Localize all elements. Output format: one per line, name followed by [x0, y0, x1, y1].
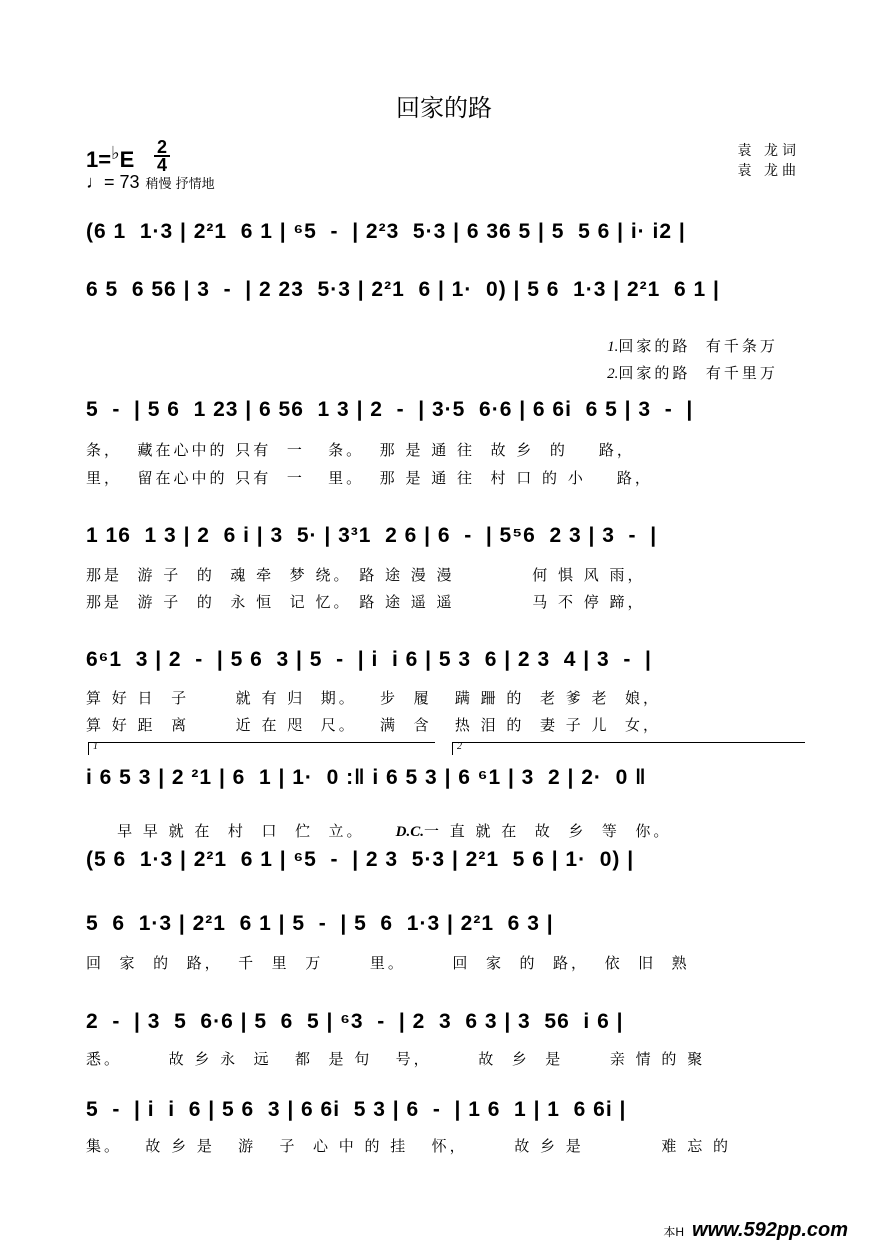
time-bottom: 4 — [156, 155, 167, 175]
notation: 1 16 1 3 | 2 6 i | 3 5· | 3³1 2 6 | 6 - | 5⁵6 2 3 | 3 - | — [86, 524, 658, 547]
notation: (5 6 1·3 | 2²1 6 1 | ⁶5 - | 2 3 5·3 | 2²1 5 6 | 1· 0) | — [86, 848, 635, 871]
lyricist-credit: 袁 龙词 — [737, 143, 800, 159]
key-letter: E — [119, 147, 135, 172]
site-watermark — [663, 1219, 848, 1242]
da-capo-marking: D.C. — [395, 824, 424, 840]
lyric-line-10: 集。 故 乡 是 游 子 心 中 的 挂 怀， 故 乡 是 难 忘 的 — [86, 1137, 731, 1155]
notation: i 6 5 3 | 2 ²1 | 6 1 | 1· 0 :‖ i 6 5 3 | 6 ⁶1 | 3 2 | 2· 0 ‖ — [86, 766, 647, 789]
time-top: 2 — [156, 137, 167, 157]
flat-sign: ♭ — [111, 143, 120, 163]
staff-line-5 — [86, 642, 808, 678]
staff-line-8 — [86, 906, 808, 942]
lyric-verse-2: 算 好 距 离 近 在 咫 尺。 满 含 热 泪 的 妻 子 儿 女， — [86, 716, 662, 734]
lyric-text: 早 早 就 在 村 口 伫 立。 — [117, 822, 365, 840]
watermark-site: www.592pp.com — [692, 1219, 848, 1241]
lyric-verse-1: 算 好 日 子 就 有 归 期。 步 履 蹒 跚 的 老 爹 老 娘， — [86, 689, 662, 707]
mood-marking: 稍慢 抒情地 — [145, 177, 215, 192]
watermark-prefix: 本H — [663, 1225, 685, 1239]
notation: 5 6 1·3 | 2²1 6 1 | 5 - | 5 6 1·3 | 2²1 6 3 | — [86, 912, 554, 935]
tempo-marking — [86, 172, 215, 193]
notation: 5 - | i i 6 | 5 6 3 | 6 6i 5 3 | 6 - | 1 6 1 | 1 6 6i | — [86, 1098, 627, 1121]
lyric-line-8: 回 家 的 路， 千 里 万 里。 回 家 的 路， 依 旧 熟 — [86, 954, 690, 972]
lyric-line-9: 悉。 故 乡 永 远 都 是 句 号， 故 乡 是 亲 情 的 聚 — [86, 1050, 706, 1068]
notation: 6 5 6 56 | 3 - | 2 23 5·3 | 2²1 6 | 1· 0) | 5 6 1·3 | 2²1 6 1 | — [86, 278, 720, 301]
second-ending-bracket — [452, 742, 805, 755]
key-signature — [86, 143, 134, 173]
lyric-verse-2: 里， 留在心中的 只有 一 里。 那 是 通 往 村 口 的 小 路， — [86, 469, 653, 487]
lyric-text: 回家的路 有千里万 — [618, 364, 778, 382]
song-title: 回家的路 — [396, 94, 492, 122]
key-prefix: 1= — [86, 147, 112, 172]
staff-line-9 — [86, 1004, 808, 1040]
lyric-verse-1: 条， 藏在心中的 只有 一 条。 那 是 通 往 故 乡 的 路， — [86, 441, 635, 459]
notation: 2 - | 3 5 6·6 | 5 6 5 | ⁶3 - | 2 3 6 3 | 3 56 i 6 | — [86, 1010, 624, 1033]
volta-number: 2 — [457, 741, 462, 752]
staff-line-4 — [86, 518, 808, 554]
tempo-value: ♩= 73 — [86, 172, 140, 192]
lyric-verse-2: 那是 游 子 的 永 恒 记 忆。 路 途 遥 遥 马 不 停 蹄， — [86, 593, 646, 611]
staff-line-2 — [86, 272, 808, 308]
staff-line-1 — [86, 214, 808, 250]
verse-number: 1. — [607, 339, 619, 355]
notation: 5 - | 5 6 1 23 | 6 56 1 3 | 2 - | 3·5 6·6 | 6 6i 6 5 | 3 - | — [86, 398, 694, 421]
notation: (6 1 1·3 | 2²1 6 1 | ⁶5 - | 2²3 5·3 | 6 36 5 | 5 5 6 | i· i2 | — [86, 220, 686, 243]
staff-line-6 — [86, 760, 808, 796]
time-signature — [154, 137, 170, 175]
staff-line-7 — [86, 842, 808, 878]
lyric-text: 一 直 就 在 故 乡 等 你。 — [423, 822, 672, 840]
volta-number: 1 — [93, 741, 98, 752]
notation: 6⁶1 3 | 2 - | 5 6 3 | 5 - | i i 6 | 5 3 6 | 2 3 4 | 3 - | — [86, 648, 652, 671]
composer-credit: 袁 龙曲 — [737, 163, 800, 179]
staff-line-10 — [86, 1092, 808, 1128]
lyric-text: 回家的路 有千条万 — [618, 337, 778, 355]
staff-line-3 — [86, 392, 808, 428]
first-ending-bracket — [88, 742, 435, 755]
verse-number: 2. — [607, 366, 619, 382]
lyric-verse-1: 那是 游 子 的 魂 牵 梦 绕。 路 途 漫 漫 何 惧 风 雨， — [86, 566, 646, 584]
